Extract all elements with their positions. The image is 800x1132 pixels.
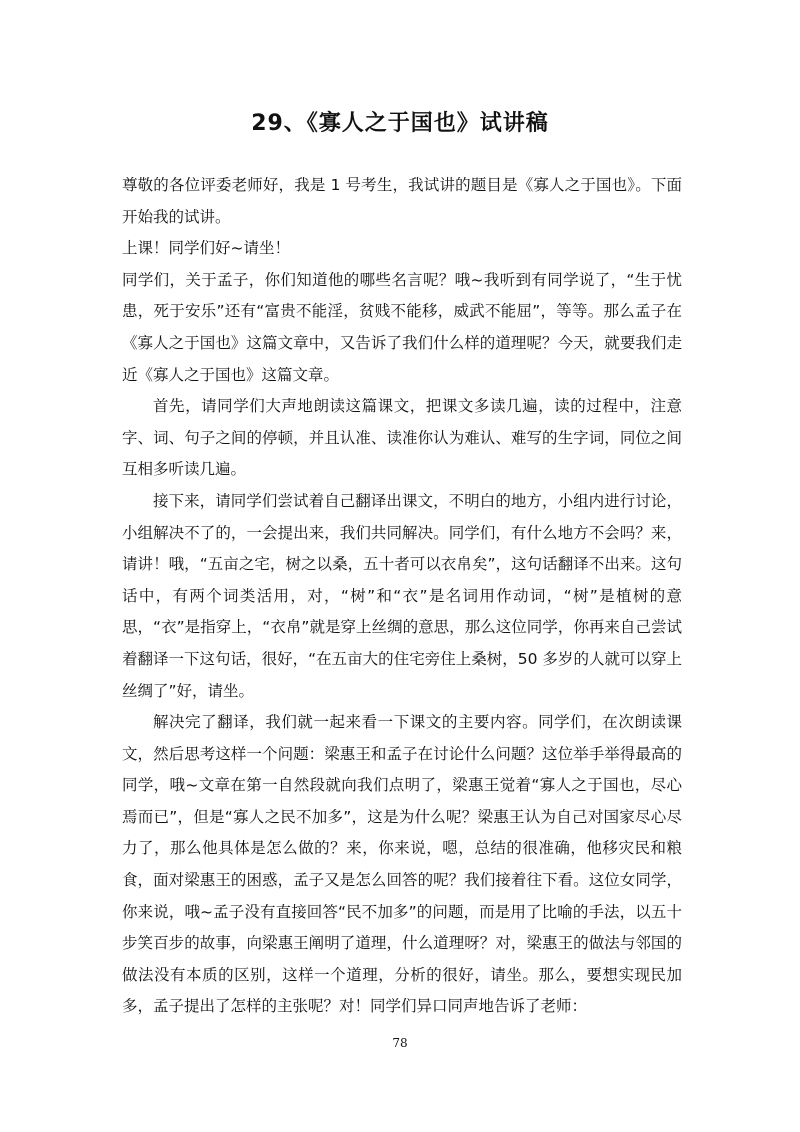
page-number: 78 (392, 1036, 408, 1050)
paragraph: 解决完了翻译，我们就一起来看一下课文的主要内容。同学们，在次朗读课文，然后思考这样一个问题：梁惠王和孟子在讨论什么问题？这位举手举得最高的同学，哦~文章在第一自然段就向我们点明了，梁惠王觉着“寡人之于国也，尽心焉而已”，但是“寡人之民不加多”，这是为什么呢？梁惠王认为自己对国家尽心尽力了，那么他具体是怎么做的？来，你来说，嗯，总结的很准确，他移灾民和粮食，面对梁惠王的困惑，孟子又是怎么回答的呢？我们接着往下看。这位女同学，你来说，哦~孟子没有直接回答“民不加多”的问题，而是用了比喻的手法，以五十步笑百步的故事，向梁惠王阐明了道理，什么道理呀？对，梁惠王的做法与邻国的做法没有本质的区别，这样一个道理，分析的很好，请坐。那么，要想实现民加多，孟子提出了怎样的主张呢？对！同学们异口同声地告诉了老师： (122, 713, 682, 1016)
document-body (122, 170, 682, 1023)
paragraph: 上课！同学们好~请坐！ (122, 239, 290, 258)
document-title: 29、《寡人之于国也》试讲稿 (251, 111, 549, 136)
paragraph: 首先，请同学们大声地朗读这篇课文，把课文多读几遍，读的过程中，注意字、词、句子之间的停顿，并且认准、读准你认为难认、难写的生字词，同位之间互相多听读几遍。 (122, 397, 682, 479)
paragraph: 接下来，请同学们尝试着自己翻译出课文，不明白的地方，小组内进行讨论，小组解决不了的，一会提出来，我们共同解决。同学们，有什么地方不会吗？来，请讲！哦，“五亩之宅，树之以桑，五十者可以衣帛矣”，这句话翻译不出来。这句话中，有两个词类活用，对，“树”和“衣”是名词用作动词，“树”是植树的意思，“衣”是指穿上，“衣帛”就是穿上丝绸的意思，那么这位同学，你再来自己尝试着翻译一下这句话，很好，“在五亩大的住宅旁住上桑树，50 多岁的人就可以穿上丝绸了”好，请坐。 (122, 491, 682, 700)
paragraph: 同学们，关于孟子，你们知道他的哪些名言呢？哦~我听到有同学说了，“生于忧患，死于安乐”还有“富贵不能淫，贫贱不能移，威武不能屈”，等等。那么孟子在《寡人之于国也》这篇文章中，又告诉了我们什么样的道理呢？今天，就要我们走近《寡人之于国也》这篇文章。 (122, 270, 682, 384)
paragraph: 尊敬的各位评委老师好，我是 1 号考生，我试讲的题目是《寡人之于国也》。下面开始我的试讲。 (122, 176, 682, 226)
